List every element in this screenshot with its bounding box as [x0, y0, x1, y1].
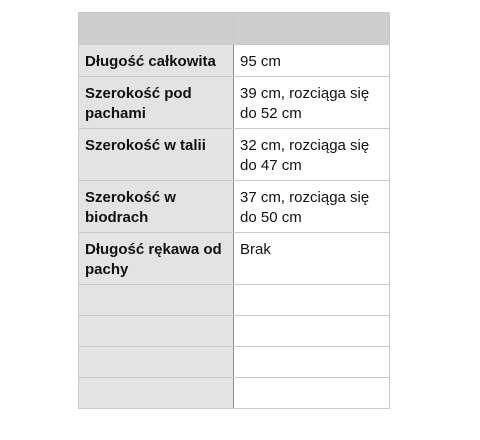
row-label: Szerokość w biodrach: [79, 181, 234, 233]
empty-row: [79, 316, 390, 347]
row-label: Długość rękawa od pachy: [79, 233, 234, 285]
empty-label-cell: [79, 347, 234, 378]
empty-row: [79, 378, 390, 409]
table-row: [79, 129, 390, 181]
row-value: 39 cm, rozciąga się do 52 cm: [234, 77, 390, 129]
empty-row: [79, 285, 390, 316]
table-row: [79, 233, 390, 285]
row-label: Długość całkowita: [79, 45, 234, 77]
size-table: [78, 12, 390, 409]
empty-label-cell: [79, 378, 234, 409]
row-label: Szerokość w talii: [79, 129, 234, 181]
row-value: Brak: [234, 233, 390, 285]
empty-value-cell: [234, 285, 390, 316]
row-label: Szerokość pod pachami: [79, 77, 234, 129]
table-row: [79, 181, 390, 233]
empty-value-cell: [234, 378, 390, 409]
header-cell: [79, 13, 234, 45]
empty-label-cell: [79, 285, 234, 316]
table-row: [79, 45, 390, 77]
table-header-row: [79, 13, 390, 45]
row-value: 32 cm, rozciąga się do 47 cm: [234, 129, 390, 181]
header-cell: [234, 13, 390, 45]
empty-label-cell: [79, 316, 234, 347]
table-row: [79, 77, 390, 129]
empty-value-cell: [234, 347, 390, 378]
empty-row: [79, 347, 390, 378]
row-value: 95 cm: [234, 45, 390, 77]
empty-value-cell: [234, 316, 390, 347]
row-value: 37 cm, rozciąga się do 50 cm: [234, 181, 390, 233]
